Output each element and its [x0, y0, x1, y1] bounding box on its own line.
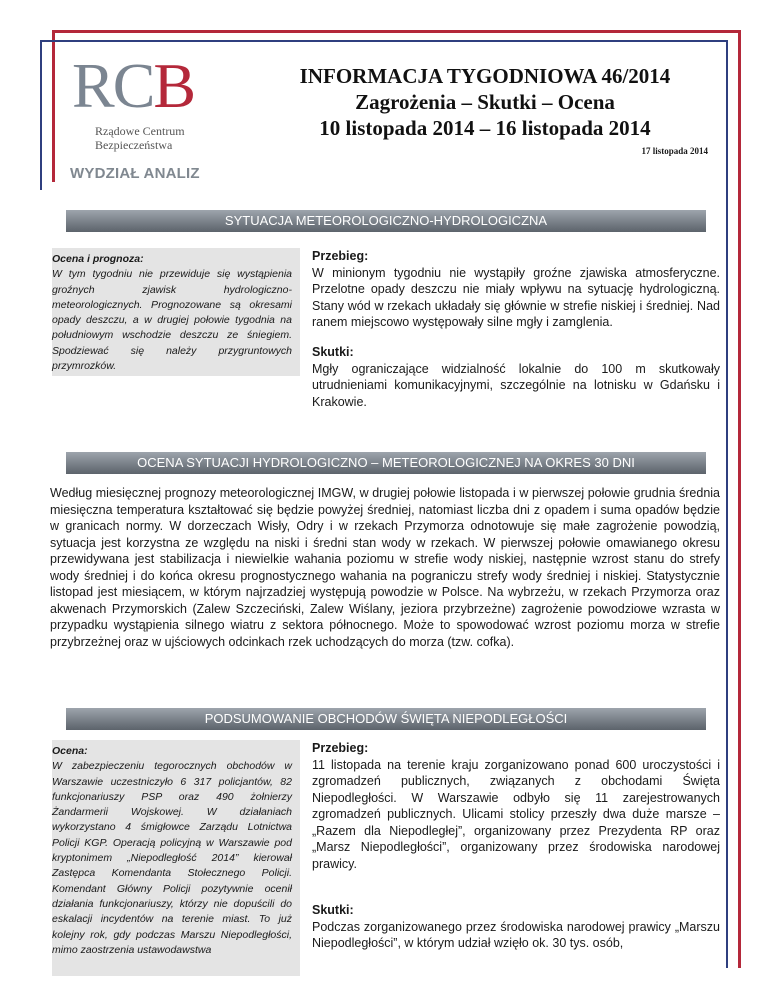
rcb-logo: [72, 50, 212, 121]
logo-sub2: Bezpieczeństwa: [95, 138, 173, 152]
section-band-meteo: SYTUACJA METEOROLOGICZNO-HYDROLOGICZNA: [66, 210, 706, 232]
frame-blue-left: [40, 40, 42, 190]
independence-effects: [312, 902, 720, 952]
frame-red-left: [52, 30, 55, 182]
page-title: INFORMACJA TYGODNIOWA 46/2014: [299, 64, 671, 88]
independence-effects-heading: Skutki:: [312, 903, 354, 917]
frame-blue-right: [726, 40, 728, 968]
independence-effects-text: Podczas zorganizowanego przez środowiska narodowej prawicy „Marszu Niepodległości”, w którym udział wzięło ok. 30 tys. osób,: [312, 919, 720, 950]
meteo-assessment-text: W tym tygodniu nie przewiduje się wystąpienia groźnych zjawisk hydrologiczno-meteorologicznych. Prognozowane są okresami opady deszczu, a w drugiej połowie tygodnia na południowym wschodzie deszczu ze śniegiem. Spodziewać się należy przygruntowych przymrozków.: [52, 268, 292, 373]
meteo-effects-heading: Skutki:: [312, 345, 354, 359]
independence-assessment-box: [52, 740, 300, 976]
meteo-course-heading: Przebieg:: [312, 249, 369, 263]
independence-course-heading: Przebieg:: [312, 741, 369, 755]
frame-red-right: [738, 30, 741, 968]
independence-course: [312, 740, 720, 872]
logo-sub1: Rządowe Centrum: [95, 124, 185, 138]
forecast-30days-text: Według miesięcznej prognozy meteorologicznej IMGW, w drugiej połowie listopada i w pierwszej połowie grudnia średnia miesięczna temperatura kształtować się będzie powyżej średniej, natomiast liczba dni z opadem i suma opadów będzie w granicach normy. W dorzeczach Wisły, Odry i w rzekach Przymorza odnotowuje się małe zagrożenie powodzią, sytuacja jest korzystna ze względu na niski i średni stan wody w rzekach. W pierwszej połowie omawianego okresu przewidywana jest stabilizacja i niewielkie wahania poziomu w strefie wody niskiej, następnie wzrost stanu do strefy wody średniej i do końca okresu prognostycznego wahania na pograniczu strefy wody średniej i niskiej. Statystycznie listopad jest miesiącem, w którym najrzadziej występują powodzie w Polsce. Na wybrzeżu, w rzekach Przymorza oraz akwenach Przymorskich (Zalew Szczeciński, Zalew Wiślany, jeziora przybrzeżne) zagrożenie powodziowe wzrasta w przypadku wystąpienia silnego wiatru z sektora północnego. Może to spowodować wzrost poziomu morza w strefie przybrzeżnej oraz w ujściowych odcinkach rzek uchodzących do morza (tzw. cofka).: [50, 486, 720, 649]
section-band-independence: PODSUMOWANIE OBCHODÓW ŚWIĘTA NIEPODLEGŁOŚCI: [66, 708, 706, 730]
frame-blue-top: [40, 40, 728, 42]
meteo-effects: [312, 344, 720, 410]
page-subtitle: Zagrożenia – Skutki – Ocena: [355, 90, 615, 114]
frame-red-top: [52, 30, 740, 33]
meteo-assessment-box: [52, 248, 300, 376]
meteo-course-text: W minionym tygodniu nie wystąpiły groźne zjawiska atmosferyczne. Przelotne opady deszczu nie miały wpływu na sytuację hydrologiczną. Stany wód w rzekach układały się głównie w strefie niskiej i średniej. Nad ranem miejscowo występowały silne mgły i zamglenia.: [312, 265, 720, 329]
issue-date: 17 listopada 2014: [641, 146, 708, 156]
independence-assessment-text: W zabezpieczeniu tegorocznych obchodów w Warszawie uczestniczyło 6 317 policjantów, 82 funkcjonariuszy PSP oraz 490 żołnierzy Żandarmerii Wojskowej. W działaniach wykorzystano 4 śmigłowce Zarządu Lotnictwa Policji KGP. Operacją policyjną w Warszawie pod kryptonimem „Niepodległość 2014” kierował Zastępca Komendanta Stołecznego Policji. Komendant Główny Policji pozytywnie ocenił działania funkcjonariuszy, którzy nie dopuścili do eskalacji incydentów na terenie miast. To już kolejny rok, gdy podczas Marszu Niepodległości, mimo zaostrzenia ustawodawstwa: [52, 760, 292, 956]
meteo-effects-text: Mgły ograniczające widzialność lokalnie do 100 m skutkowały utrudnieniami komunikacyjnymi, szczególnie na lotnisku w Gdańsku i Krakowie.: [312, 361, 720, 409]
independence-assessment-heading: Ocena:: [52, 745, 88, 757]
logo-rc: RC: [72, 50, 154, 121]
meteo-course: [312, 248, 720, 331]
section-band-30days: OCENA SYTUACJI HYDROLOGICZNO – METEOROLOGICZNEJ NA OKRES 30 DNI: [66, 452, 706, 474]
independence-course-text: 11 listopada na terenie kraju zorganizowano ponad 600 uroczystości i zgromadzeń publicznych, związanych z obchodami Święta Niepodległości. W Warszawie odbyło się 11 zarejestrowanych zgromadzeń publicznych. Ulicami stolicy przeszły dwa duże marsze – „Razem dla Niepodległej”, organizowany przez Prezydenta RP oraz „Marsz Niepodległości”, organizowany przez środowiska narodowej prawicy.: [312, 757, 720, 871]
page-period: 10 listopada 2014 – 16 listopada 2014: [319, 116, 651, 140]
logo-subtitle: [95, 124, 215, 152]
logo-b: B: [153, 50, 195, 121]
department-label: WYDZIAŁ ANALIZ: [70, 165, 200, 182]
meteo-assessment-heading: Ocena i prognoza:: [52, 253, 144, 265]
